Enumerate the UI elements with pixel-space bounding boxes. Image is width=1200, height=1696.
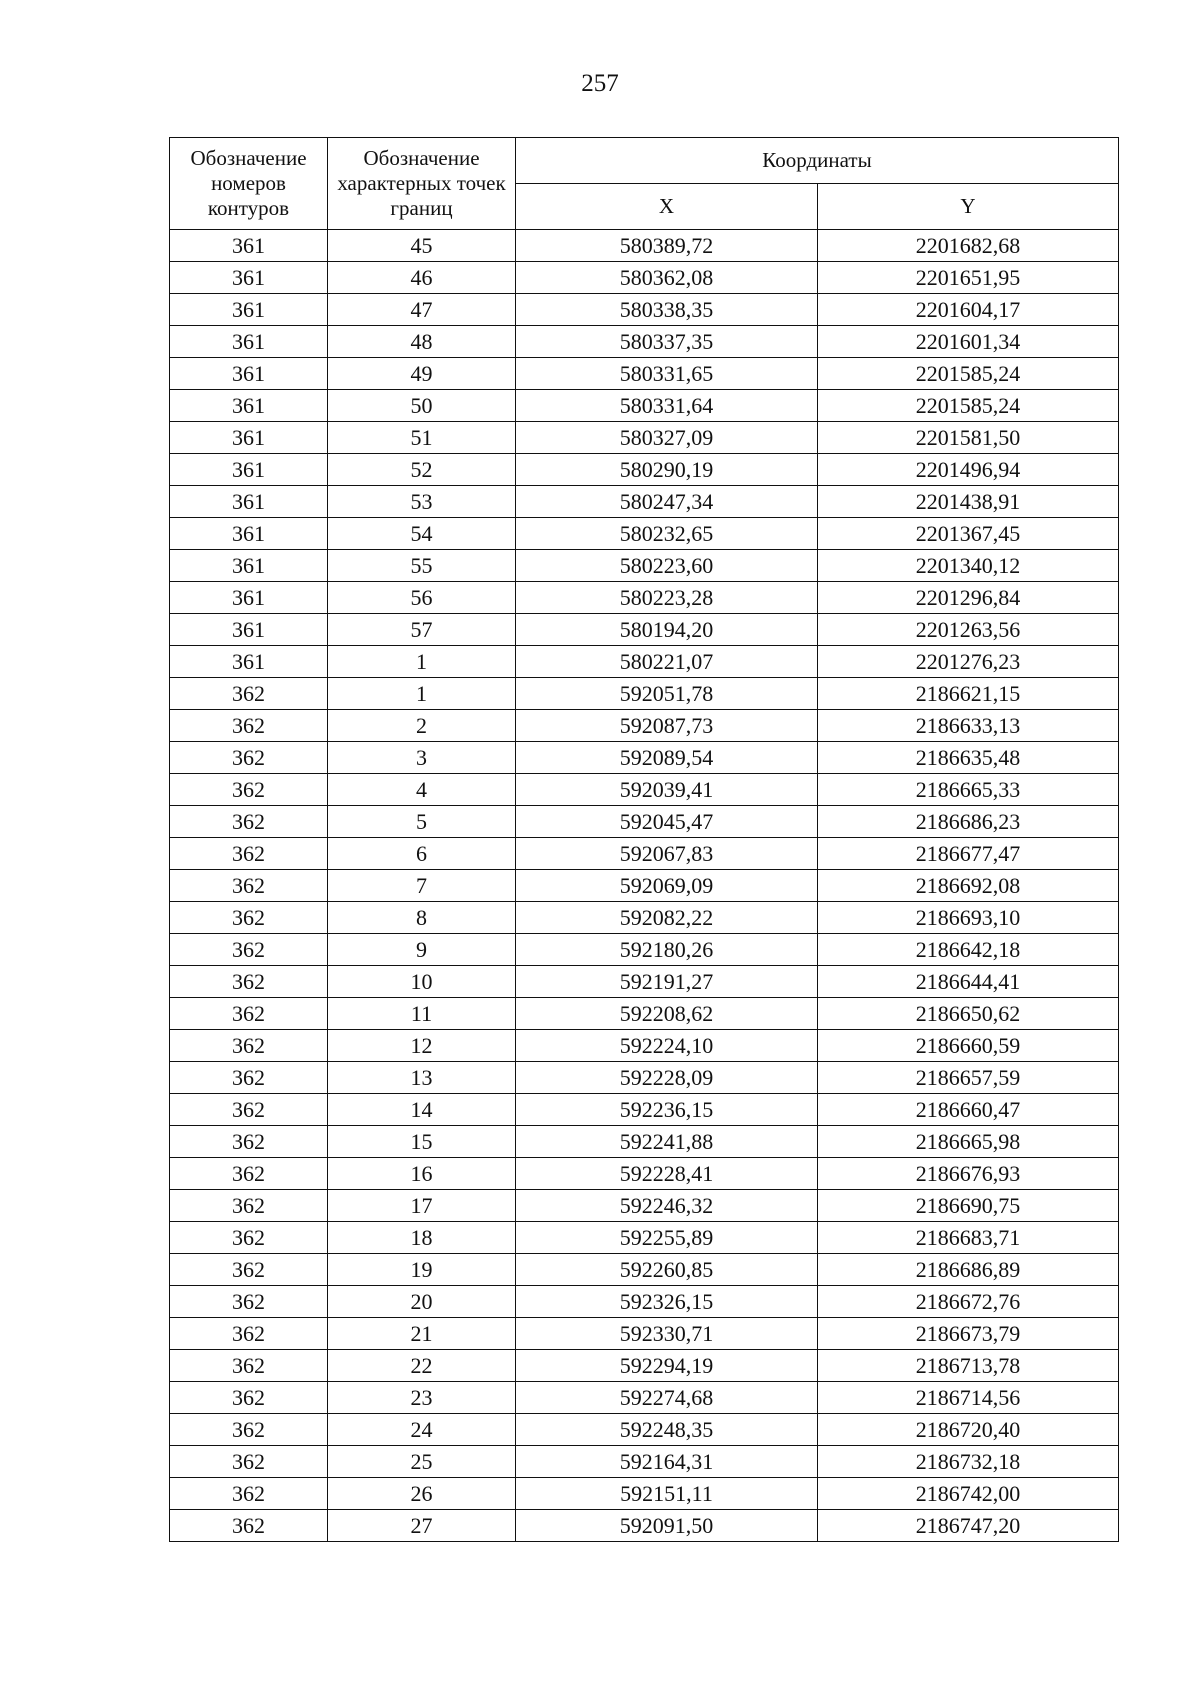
cell-contour: 362 (170, 838, 328, 870)
table-row (170, 486, 1119, 518)
cell-contour: 361 (170, 358, 328, 390)
table-row (170, 294, 1119, 326)
cell-y: 2186657,59 (818, 1062, 1119, 1094)
header-boundary-point: Обозначение характерных точек границ (328, 138, 516, 230)
cell-x: 592045,47 (516, 806, 818, 838)
cell-y: 2186683,71 (818, 1222, 1119, 1254)
cell-point: 16 (328, 1158, 516, 1190)
cell-y: 2201585,24 (818, 390, 1119, 422)
cell-x: 580331,65 (516, 358, 818, 390)
cell-contour: 362 (170, 870, 328, 902)
cell-contour: 361 (170, 230, 328, 262)
table-row (170, 1414, 1119, 1446)
cell-contour: 362 (170, 742, 328, 774)
cell-contour: 362 (170, 998, 328, 1030)
cell-contour: 362 (170, 1478, 328, 1510)
cell-x: 580331,64 (516, 390, 818, 422)
cell-point: 3 (328, 742, 516, 774)
cell-contour: 361 (170, 518, 328, 550)
cell-point: 20 (328, 1286, 516, 1318)
cell-point: 21 (328, 1318, 516, 1350)
cell-x: 580389,72 (516, 230, 818, 262)
cell-x: 592228,41 (516, 1158, 818, 1190)
cell-y: 2201651,95 (818, 262, 1119, 294)
cell-y: 2201263,56 (818, 614, 1119, 646)
table-row (170, 902, 1119, 934)
cell-x: 580327,09 (516, 422, 818, 454)
cell-point: 25 (328, 1446, 516, 1478)
cell-y: 2186747,20 (818, 1510, 1119, 1542)
cell-x: 592180,26 (516, 934, 818, 966)
table-row (170, 1350, 1119, 1382)
cell-contour: 361 (170, 454, 328, 486)
table-row (170, 870, 1119, 902)
cell-contour: 362 (170, 1062, 328, 1094)
cell-contour: 362 (170, 1350, 328, 1382)
table-row (170, 806, 1119, 838)
cell-contour: 362 (170, 1094, 328, 1126)
cell-y: 2186672,76 (818, 1286, 1119, 1318)
page-number: 257 (581, 70, 619, 97)
cell-point: 7 (328, 870, 516, 902)
cell-y: 2201276,23 (818, 646, 1119, 678)
table-body (170, 230, 1119, 1542)
header-contour-number: Обозначение номеров контуров (170, 138, 328, 230)
cell-x: 592330,71 (516, 1318, 818, 1350)
cell-y: 2186742,00 (818, 1478, 1119, 1510)
cell-point: 19 (328, 1254, 516, 1286)
cell-x: 592067,83 (516, 838, 818, 870)
table-row (170, 1478, 1119, 1510)
cell-contour: 362 (170, 1158, 328, 1190)
cell-contour: 361 (170, 422, 328, 454)
cell-point: 10 (328, 966, 516, 998)
cell-y: 2186633,13 (818, 710, 1119, 742)
cell-point: 9 (328, 934, 516, 966)
cell-point: 24 (328, 1414, 516, 1446)
cell-contour: 362 (170, 1126, 328, 1158)
cell-point: 45 (328, 230, 516, 262)
cell-x: 592248,35 (516, 1414, 818, 1446)
cell-x: 592151,11 (516, 1478, 818, 1510)
cell-point: 8 (328, 902, 516, 934)
cell-contour: 361 (170, 294, 328, 326)
cell-y: 2186621,15 (818, 678, 1119, 710)
cell-x: 592274,68 (516, 1382, 818, 1414)
cell-contour: 361 (170, 486, 328, 518)
cell-point: 1 (328, 678, 516, 710)
table-row (170, 1190, 1119, 1222)
cell-point: 26 (328, 1478, 516, 1510)
table-row (170, 454, 1119, 486)
cell-x: 592082,22 (516, 902, 818, 934)
cell-y: 2186642,18 (818, 934, 1119, 966)
cell-x: 580232,65 (516, 518, 818, 550)
cell-y: 2186686,23 (818, 806, 1119, 838)
cell-point: 51 (328, 422, 516, 454)
cell-y: 2201496,94 (818, 454, 1119, 486)
cell-contour: 361 (170, 614, 328, 646)
cell-y: 2186650,62 (818, 998, 1119, 1030)
cell-x: 580194,20 (516, 614, 818, 646)
cell-y: 2186660,47 (818, 1094, 1119, 1126)
cell-x: 580223,28 (516, 582, 818, 614)
cell-point: 57 (328, 614, 516, 646)
cell-y: 2186644,41 (818, 966, 1119, 998)
table-row (170, 1510, 1119, 1542)
cell-x: 592191,27 (516, 966, 818, 998)
table-row (170, 646, 1119, 678)
cell-y: 2186720,40 (818, 1414, 1119, 1446)
cell-contour: 361 (170, 390, 328, 422)
table-row (170, 1094, 1119, 1126)
cell-point: 14 (328, 1094, 516, 1126)
table-row (170, 1030, 1119, 1062)
table-row (170, 1222, 1119, 1254)
cell-contour: 361 (170, 582, 328, 614)
table-row (170, 1286, 1119, 1318)
table-row (170, 1158, 1119, 1190)
cell-point: 17 (328, 1190, 516, 1222)
table-row (170, 1318, 1119, 1350)
cell-contour: 362 (170, 710, 328, 742)
cell-x: 580221,07 (516, 646, 818, 678)
cell-y: 2186665,98 (818, 1126, 1119, 1158)
cell-y: 2201438,91 (818, 486, 1119, 518)
cell-point: 5 (328, 806, 516, 838)
cell-x: 592326,15 (516, 1286, 818, 1318)
cell-contour: 362 (170, 1318, 328, 1350)
cell-x: 592255,89 (516, 1222, 818, 1254)
header-coordinates: Координаты (516, 138, 1119, 184)
table-row (170, 550, 1119, 582)
cell-y: 2186677,47 (818, 838, 1119, 870)
cell-point: 27 (328, 1510, 516, 1542)
cell-contour: 361 (170, 262, 328, 294)
cell-contour: 362 (170, 1190, 328, 1222)
coordinates-table (169, 137, 1119, 1542)
table-row (170, 1126, 1119, 1158)
cell-x: 592246,32 (516, 1190, 818, 1222)
cell-x: 592051,78 (516, 678, 818, 710)
cell-point: 55 (328, 550, 516, 582)
cell-x: 580338,35 (516, 294, 818, 326)
table-row (170, 742, 1119, 774)
table-row (170, 934, 1119, 966)
cell-x: 580362,08 (516, 262, 818, 294)
cell-contour: 362 (170, 902, 328, 934)
cell-contour: 362 (170, 774, 328, 806)
header-x: X (516, 184, 818, 230)
table-row (170, 966, 1119, 998)
cell-y: 2186713,78 (818, 1350, 1119, 1382)
cell-y: 2186732,18 (818, 1446, 1119, 1478)
table-row (170, 710, 1119, 742)
cell-x: 592228,09 (516, 1062, 818, 1094)
table-row (170, 422, 1119, 454)
cell-y: 2186635,48 (818, 742, 1119, 774)
cell-contour: 362 (170, 1222, 328, 1254)
cell-y: 2186693,10 (818, 902, 1119, 934)
table-row (170, 1062, 1119, 1094)
cell-point: 15 (328, 1126, 516, 1158)
cell-y: 2186690,75 (818, 1190, 1119, 1222)
cell-contour: 362 (170, 934, 328, 966)
cell-y: 2201296,84 (818, 582, 1119, 614)
table-row (170, 678, 1119, 710)
cell-point: 4 (328, 774, 516, 806)
table-row (170, 1446, 1119, 1478)
cell-contour: 362 (170, 1446, 328, 1478)
cell-x: 592294,19 (516, 1350, 818, 1382)
table-row (170, 230, 1119, 262)
cell-x: 592241,88 (516, 1126, 818, 1158)
table-row (170, 390, 1119, 422)
cell-y: 2201601,34 (818, 326, 1119, 358)
cell-x: 580223,60 (516, 550, 818, 582)
cell-x: 592069,09 (516, 870, 818, 902)
cell-point: 1 (328, 646, 516, 678)
cell-contour: 362 (170, 966, 328, 998)
cell-point: 47 (328, 294, 516, 326)
cell-y: 2186692,08 (818, 870, 1119, 902)
cell-y: 2201581,50 (818, 422, 1119, 454)
cell-x: 580290,19 (516, 454, 818, 486)
cell-x: 580337,35 (516, 326, 818, 358)
cell-point: 54 (328, 518, 516, 550)
cell-x: 592089,54 (516, 742, 818, 774)
table-row (170, 262, 1119, 294)
cell-point: 2 (328, 710, 516, 742)
cell-y: 2201604,17 (818, 294, 1119, 326)
cell-point: 46 (328, 262, 516, 294)
cell-point: 6 (328, 838, 516, 870)
cell-point: 52 (328, 454, 516, 486)
cell-contour: 361 (170, 550, 328, 582)
table-row (170, 518, 1119, 550)
cell-point: 13 (328, 1062, 516, 1094)
cell-y: 2201367,45 (818, 518, 1119, 550)
cell-contour: 362 (170, 1286, 328, 1318)
cell-point: 53 (328, 486, 516, 518)
cell-contour: 361 (170, 326, 328, 358)
table-row (170, 1382, 1119, 1414)
cell-y: 2201682,68 (818, 230, 1119, 262)
cell-contour: 362 (170, 678, 328, 710)
cell-x: 592224,10 (516, 1030, 818, 1062)
table-row (170, 838, 1119, 870)
cell-y: 2186665,33 (818, 774, 1119, 806)
table-row (170, 998, 1119, 1030)
cell-contour: 361 (170, 646, 328, 678)
cell-contour: 362 (170, 1382, 328, 1414)
cell-x: 592091,50 (516, 1510, 818, 1542)
cell-point: 18 (328, 1222, 516, 1254)
cell-x: 592164,31 (516, 1446, 818, 1478)
table-row (170, 358, 1119, 390)
table-row (170, 774, 1119, 806)
table-row (170, 614, 1119, 646)
cell-x: 592236,15 (516, 1094, 818, 1126)
cell-y: 2186676,93 (818, 1158, 1119, 1190)
cell-contour: 362 (170, 1254, 328, 1286)
cell-y: 2201585,24 (818, 358, 1119, 390)
cell-point: 23 (328, 1382, 516, 1414)
cell-contour: 362 (170, 1414, 328, 1446)
table-row (170, 326, 1119, 358)
cell-contour: 362 (170, 1030, 328, 1062)
cell-point: 49 (328, 358, 516, 390)
cell-y: 2186714,56 (818, 1382, 1119, 1414)
cell-x: 592208,62 (516, 998, 818, 1030)
cell-contour: 362 (170, 1510, 328, 1542)
cell-point: 56 (328, 582, 516, 614)
cell-x: 592039,41 (516, 774, 818, 806)
cell-y: 2186660,59 (818, 1030, 1119, 1062)
cell-y: 2186686,89 (818, 1254, 1119, 1286)
cell-y: 2201340,12 (818, 550, 1119, 582)
cell-point: 48 (328, 326, 516, 358)
cell-point: 11 (328, 998, 516, 1030)
cell-y: 2186673,79 (818, 1318, 1119, 1350)
cell-x: 580247,34 (516, 486, 818, 518)
header-y: Y (818, 184, 1119, 230)
cell-point: 50 (328, 390, 516, 422)
cell-x: 592087,73 (516, 710, 818, 742)
table-header (170, 138, 1119, 230)
cell-point: 22 (328, 1350, 516, 1382)
table-row (170, 582, 1119, 614)
table-row (170, 1254, 1119, 1286)
cell-contour: 362 (170, 806, 328, 838)
cell-point: 12 (328, 1030, 516, 1062)
cell-x: 592260,85 (516, 1254, 818, 1286)
